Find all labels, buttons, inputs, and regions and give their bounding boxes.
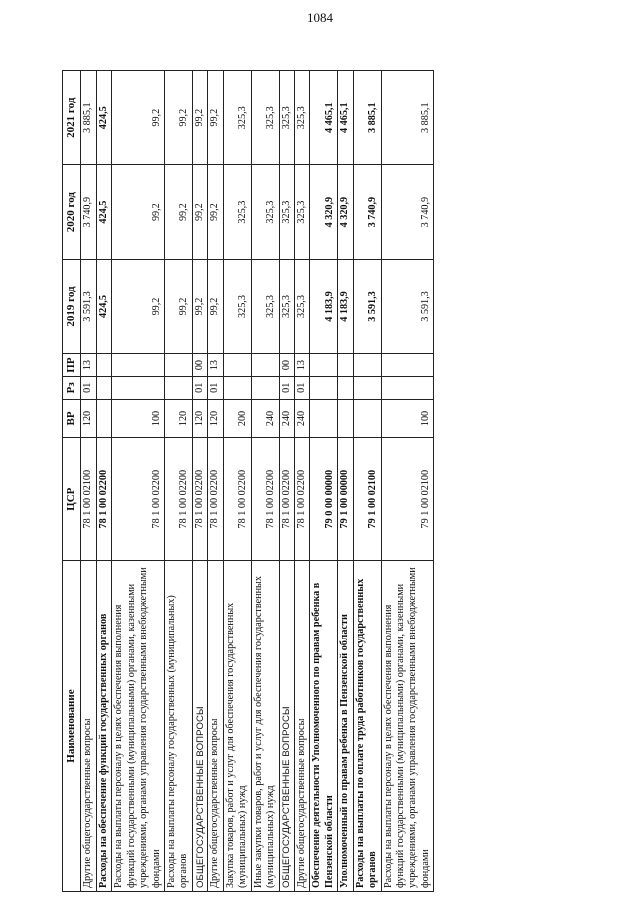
table-row bbox=[208, 71, 223, 892]
row-2019: 3 591,3 bbox=[81, 259, 96, 353]
row-2020: 325,3 bbox=[279, 165, 294, 259]
header-2021: 2021 год bbox=[63, 71, 81, 165]
row-2019: 325,3 bbox=[251, 259, 279, 353]
row-2019: 325,3 bbox=[223, 259, 251, 353]
row-rz: 01 bbox=[192, 376, 207, 399]
row-vr: 240 bbox=[251, 399, 279, 438]
row-2019: 424,5 bbox=[96, 259, 111, 353]
row-2019: 99,2 bbox=[112, 259, 165, 353]
row-vr: 120 bbox=[208, 399, 223, 438]
table-row bbox=[223, 71, 251, 892]
table-row bbox=[192, 71, 207, 892]
row-vr: 200 bbox=[223, 399, 251, 438]
row-2021: 325,3 bbox=[251, 71, 279, 165]
row-pr bbox=[353, 354, 381, 377]
row-2020: 325,3 bbox=[294, 165, 309, 259]
row-csr: 78 1 00 02200 bbox=[192, 438, 207, 561]
row-rz bbox=[353, 376, 381, 399]
row-2020: 99,2 bbox=[112, 165, 165, 259]
row-name: Иные закупки товаров, работ и услуг для обеспечения государственных (муниципальных) нужд bbox=[251, 561, 279, 892]
header-vr: ВР bbox=[63, 399, 81, 438]
row-2019: 325,3 bbox=[279, 259, 294, 353]
row-csr: 78 1 00 02200 bbox=[251, 438, 279, 561]
table-row bbox=[279, 71, 294, 892]
row-name: Другие общегосударственные вопросы bbox=[81, 561, 96, 892]
row-vr: 240 bbox=[294, 399, 309, 438]
table-row bbox=[310, 71, 338, 892]
row-2021: 3 885,1 bbox=[81, 71, 96, 165]
row-pr bbox=[310, 354, 338, 377]
row-rz bbox=[310, 376, 338, 399]
row-name: Расходы на выплаты по оплате труда работников государственных органов bbox=[353, 561, 381, 892]
row-2020: 4 320,9 bbox=[310, 165, 338, 259]
table-row bbox=[353, 71, 381, 892]
row-name: Другие общегосударственные вопросы bbox=[294, 561, 309, 892]
row-2021: 3 885,1 bbox=[353, 71, 381, 165]
row-name: Расходы на выплаты персоналу в целях обеспечения выполнения функций государственными (муниципальными) органами, казенными учреждениями, органами управления государственными внебюджетными фондами bbox=[381, 561, 434, 892]
header-2020: 2020 год bbox=[63, 165, 81, 259]
row-csr: 79 1 00 02100 bbox=[381, 438, 434, 561]
row-2020: 99,2 bbox=[208, 165, 223, 259]
row-2021: 325,3 bbox=[294, 71, 309, 165]
row-rz bbox=[338, 376, 353, 399]
row-csr: 78 1 00 02100 bbox=[81, 438, 96, 561]
row-2020: 3 740,9 bbox=[381, 165, 434, 259]
row-pr bbox=[223, 354, 251, 377]
row-csr: 78 1 00 02200 bbox=[279, 438, 294, 561]
row-rz bbox=[223, 376, 251, 399]
row-rz: 01 bbox=[208, 376, 223, 399]
row-vr bbox=[96, 399, 111, 438]
row-2019: 99,2 bbox=[192, 259, 207, 353]
row-2019: 99,2 bbox=[208, 259, 223, 353]
row-2019: 99,2 bbox=[165, 259, 193, 353]
table-row bbox=[165, 71, 193, 892]
header-name: Наименование bbox=[63, 561, 81, 892]
row-2019: 4 183,9 bbox=[338, 259, 353, 353]
row-name: Расходы на обеспечение функций государственных органов bbox=[96, 561, 111, 892]
row-2020: 3 740,9 bbox=[81, 165, 96, 259]
row-csr: 78 1 00 02200 bbox=[294, 438, 309, 561]
header-pr: ПР bbox=[63, 354, 81, 377]
row-2021: 325,3 bbox=[223, 71, 251, 165]
row-2020: 424,5 bbox=[96, 165, 111, 259]
table-row bbox=[338, 71, 353, 892]
row-name: ОБЩЕГОСУДАРСТВЕННЫЕ ВОПРОСЫ bbox=[279, 561, 294, 892]
table-row bbox=[251, 71, 279, 892]
table-row bbox=[81, 71, 96, 892]
row-rz: 01 bbox=[294, 376, 309, 399]
header-2019: 2019 год bbox=[63, 259, 81, 353]
row-pr bbox=[338, 354, 353, 377]
row-csr: 79 1 00 00000 bbox=[338, 438, 353, 561]
row-name: ОБЩЕГОСУДАРСТВЕННЫЕ ВОПРОСЫ bbox=[192, 561, 207, 892]
row-vr: 120 bbox=[81, 399, 96, 438]
row-name: Обеспечение деятельности Уполномоченного по правам ребенка в Пензенской области bbox=[310, 561, 338, 892]
row-name: Другие общегосударственные вопросы bbox=[208, 561, 223, 892]
row-2020: 3 740,9 bbox=[353, 165, 381, 259]
row-rz bbox=[251, 376, 279, 399]
row-pr: 13 bbox=[294, 354, 309, 377]
row-name: Уполномоченный по правам ребенка в Пензенской области bbox=[338, 561, 353, 892]
table-row bbox=[381, 71, 434, 892]
budget-table bbox=[62, 70, 434, 892]
row-2020: 99,2 bbox=[192, 165, 207, 259]
row-2021: 99,2 bbox=[112, 71, 165, 165]
row-vr bbox=[310, 399, 338, 438]
row-name: Расходы на выплаты персоналу в целях обеспечения выполнения функций государственными (муниципальными) органами, казенными учреждениями, органами управления государственными внебюджетными фондами bbox=[112, 561, 165, 892]
row-pr bbox=[112, 354, 165, 377]
row-rz bbox=[112, 376, 165, 399]
row-csr: 78 1 00 02200 bbox=[208, 438, 223, 561]
row-2019: 3 591,3 bbox=[353, 259, 381, 353]
row-pr: 13 bbox=[81, 354, 96, 377]
row-csr: 78 1 00 02200 bbox=[165, 438, 193, 561]
row-rz bbox=[165, 376, 193, 399]
row-pr bbox=[96, 354, 111, 377]
row-2021: 99,2 bbox=[208, 71, 223, 165]
row-2019: 3 591,3 bbox=[381, 259, 434, 353]
row-csr: 79 0 00 00000 bbox=[310, 438, 338, 561]
rotated-table-wrapper bbox=[62, 70, 582, 892]
row-vr: 100 bbox=[112, 399, 165, 438]
row-vr: 240 bbox=[279, 399, 294, 438]
row-2019: 4 183,9 bbox=[310, 259, 338, 353]
row-vr bbox=[338, 399, 353, 438]
row-2020: 4 320,9 bbox=[338, 165, 353, 259]
row-pr: 00 bbox=[279, 354, 294, 377]
header-rz: Рз bbox=[63, 376, 81, 399]
row-2020: 325,3 bbox=[251, 165, 279, 259]
row-2019: 325,3 bbox=[294, 259, 309, 353]
row-pr bbox=[251, 354, 279, 377]
row-vr: 120 bbox=[192, 399, 207, 438]
table-row bbox=[96, 71, 111, 892]
row-pr: 00 bbox=[192, 354, 207, 377]
header-csr: ЦСР bbox=[63, 438, 81, 561]
row-rz bbox=[381, 376, 434, 399]
row-csr: 78 1 00 02200 bbox=[223, 438, 251, 561]
row-csr: 78 1 00 02200 bbox=[112, 438, 165, 561]
row-2021: 4 465,1 bbox=[338, 71, 353, 165]
row-pr: 13 bbox=[208, 354, 223, 377]
row-vr: 120 bbox=[165, 399, 193, 438]
row-rz: 01 bbox=[81, 376, 96, 399]
row-2021: 4 465,1 bbox=[310, 71, 338, 165]
row-2021: 99,2 bbox=[192, 71, 207, 165]
page-number: 1084 bbox=[307, 10, 333, 25]
row-csr: 78 1 00 02200 bbox=[96, 438, 111, 561]
row-2021: 99,2 bbox=[165, 71, 193, 165]
row-vr: 100 bbox=[381, 399, 434, 438]
row-2020: 99,2 bbox=[165, 165, 193, 259]
row-2021: 3 885,1 bbox=[381, 71, 434, 165]
row-pr bbox=[165, 354, 193, 377]
row-vr bbox=[353, 399, 381, 438]
row-csr: 79 1 00 02100 bbox=[353, 438, 381, 561]
table-header-row bbox=[63, 71, 81, 892]
table-row bbox=[112, 71, 165, 892]
table-row bbox=[294, 71, 309, 892]
row-rz bbox=[96, 376, 111, 399]
row-rz: 01 bbox=[279, 376, 294, 399]
row-pr bbox=[381, 354, 434, 377]
row-2021: 325,3 bbox=[279, 71, 294, 165]
row-2021: 424,5 bbox=[96, 71, 111, 165]
row-name: Расходы на выплаты персоналу государственных (муниципальных) органов bbox=[165, 561, 193, 892]
row-name: Закупка товаров, работ и услуг для обеспечения государственных (муниципальных) нужд bbox=[223, 561, 251, 892]
row-2020: 325,3 bbox=[223, 165, 251, 259]
